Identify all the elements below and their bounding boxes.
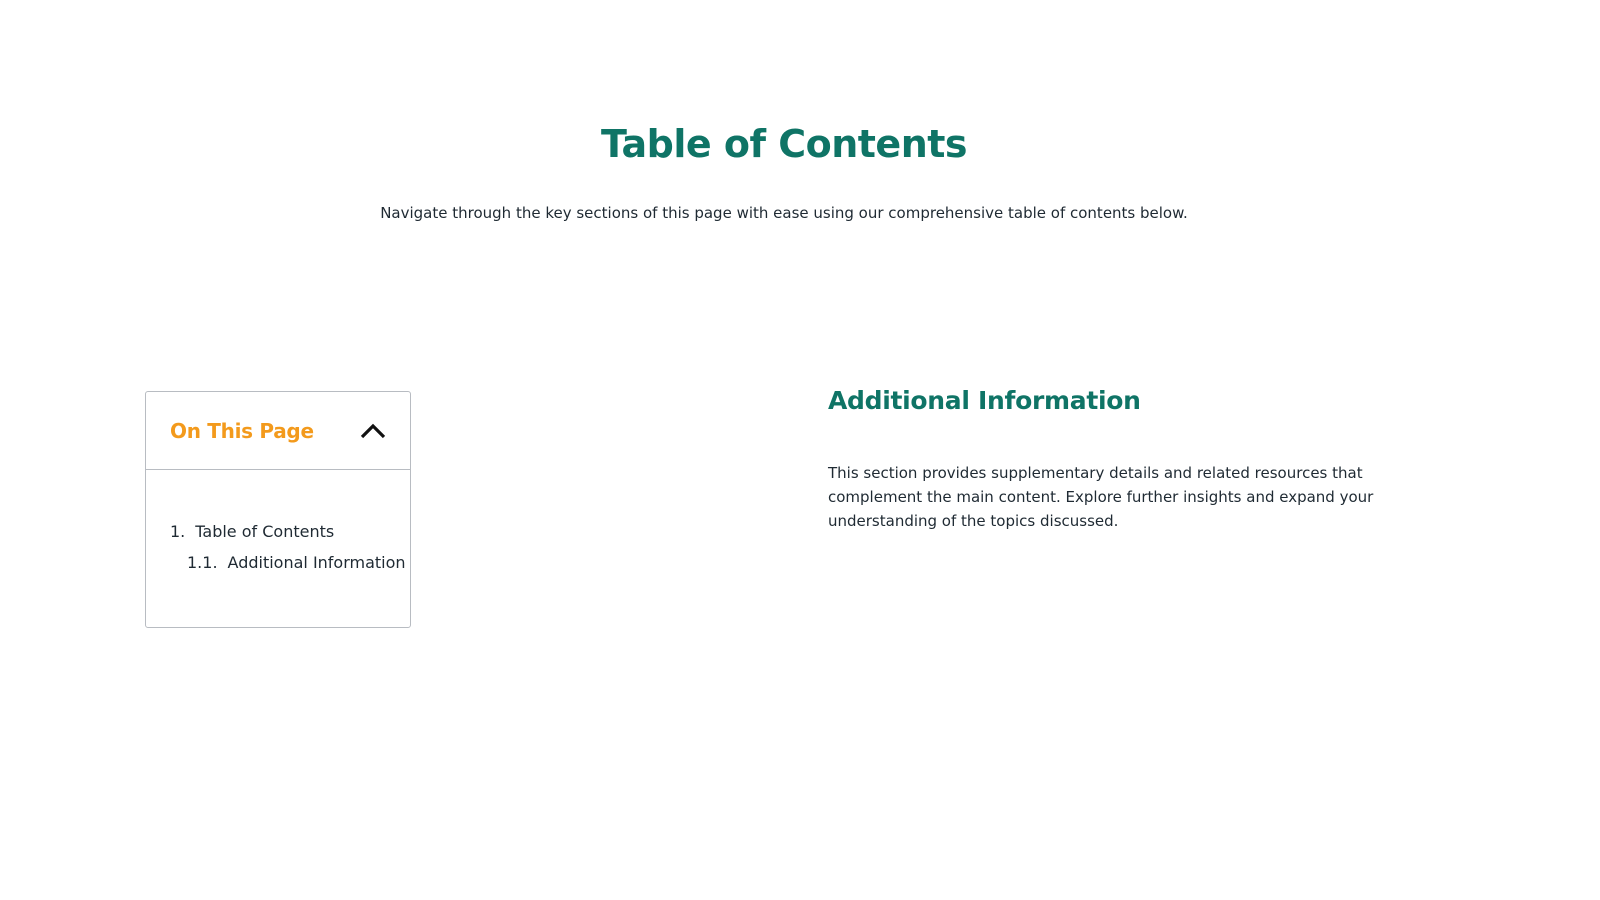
toc-item-number: 1. [170, 522, 186, 541]
section-body: This section provides supplementary details and related resources that complement the main content. Explore further insights and expand your understanding of the topics discussed. [828, 464, 1374, 530]
toc-list [146, 470, 410, 572]
toc-item-label: Table of Contents [195, 522, 335, 541]
toc-link-table-of-contents[interactable] [170, 522, 410, 541]
toc-item-number: 1.1. [187, 553, 218, 572]
chevron-up-icon[interactable] [360, 423, 386, 439]
additional-information-section [828, 386, 1388, 533]
toc-title: On This Page [170, 418, 314, 443]
toc-item-label: Additional Information [227, 553, 406, 572]
page-subtitle: Navigate through the key sections of this page with ease using our comprehensive table of contents below. [380, 204, 1188, 222]
section-heading: Additional Information [828, 386, 1141, 415]
toc-toggle[interactable] [146, 392, 410, 470]
page-title: Table of Contents [600, 122, 968, 166]
toc-link-additional-information[interactable] [170, 553, 410, 572]
on-this-page-panel [145, 391, 411, 628]
